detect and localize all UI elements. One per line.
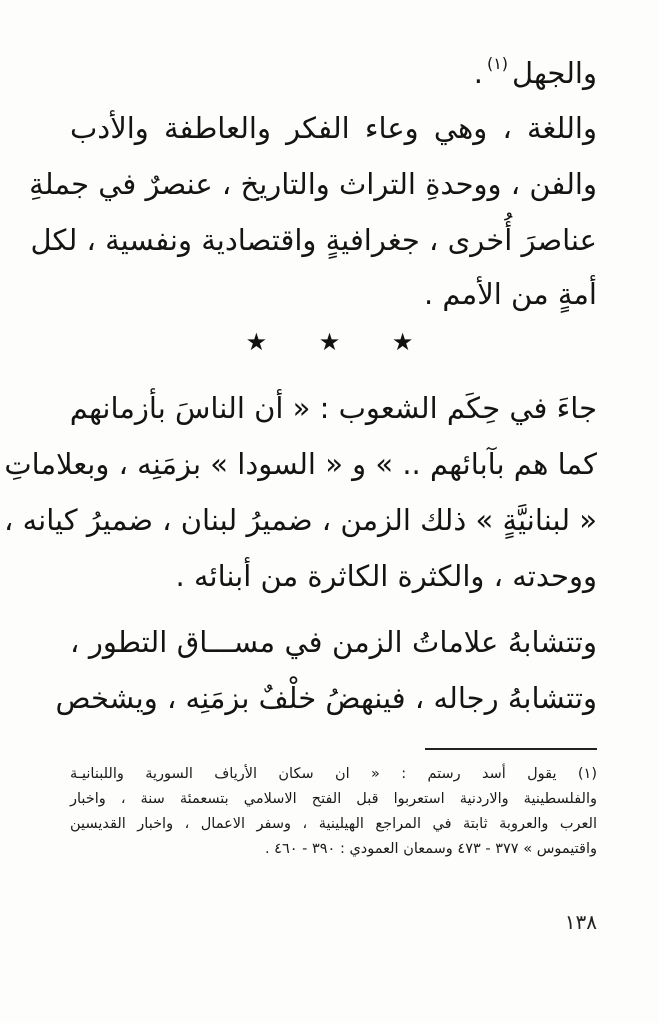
body-line-1-text: والجهل (512, 56, 597, 90)
section-separator-stars: ★ ★ ★ (245, 328, 436, 356)
footnote-line-1: (١) يقول أسد رستم : « ان سكان الأرياف السورية واللبنانيـة (70, 766, 597, 782)
body-line-1 (473, 44, 597, 90)
paragraph-1-line-3: عناصرَ أُخرى ، جغرافيةٍ واقتصادية ونفسية ، لكل (30, 223, 597, 257)
paragraph-1-line-2: والفن ، ووحدةِ التراث والتاريخ ، عنصرٌ في جملةِ (29, 167, 597, 201)
footnote-line-3: العرب والعروبة ثابتة في المراجع الهيلينية ، وسفر الاعمال ، واخبار القديسين (70, 816, 597, 832)
paragraph-1-line-4: أمةٍ من الأمم . (423, 277, 597, 311)
paragraph-2-line-2: كما هم بآبائهم .. » و « السودا » بزمَنِه ، وبعلاماتِ (4, 447, 597, 481)
paragraph-2-line-3: « لبنانيَّةٍ » ذلك الزمن ، ضميرُ لبنان ، ضميرُ كيانه ، (4, 503, 597, 537)
paragraph-3-line-2: وتتشابهُ رجاله ، فينهضُ خلْفٌ بزمَنِه ، ويشخص (55, 681, 597, 715)
footnote-line-2: والفلسطينية والاردنية استعربوا قبل الفتح الاسلامي بتسعمئة سنة ، واخبار (70, 791, 597, 807)
page-number: ١٣٨ (564, 910, 597, 934)
footnote-line-4: واقتيموس » ٣٧٧ - ٤٧٣ وسمعان العمودي : ٣٩٠ - ٤٦٠ . (264, 841, 597, 857)
paragraph-2-line-1: جاءَ في حِكَم الشعوب : « أن الناسَ بأزمانهم (69, 391, 597, 425)
paragraph-3-line-1: وتتشابهُ علاماتُ الزمن في مســـاق التطور ، (70, 625, 597, 659)
footnote-rule (425, 748, 597, 750)
paragraph-2-line-4: ووحدته ، والكثرة الكاثرة من أبنائه . (175, 559, 597, 593)
paragraph-1-line-1: واللغة ، وهي وعاء الفكر والعاطفة والأدب (70, 111, 597, 145)
footnote-marker: (١) (486, 54, 509, 73)
body-line-1-end: . (473, 56, 483, 90)
